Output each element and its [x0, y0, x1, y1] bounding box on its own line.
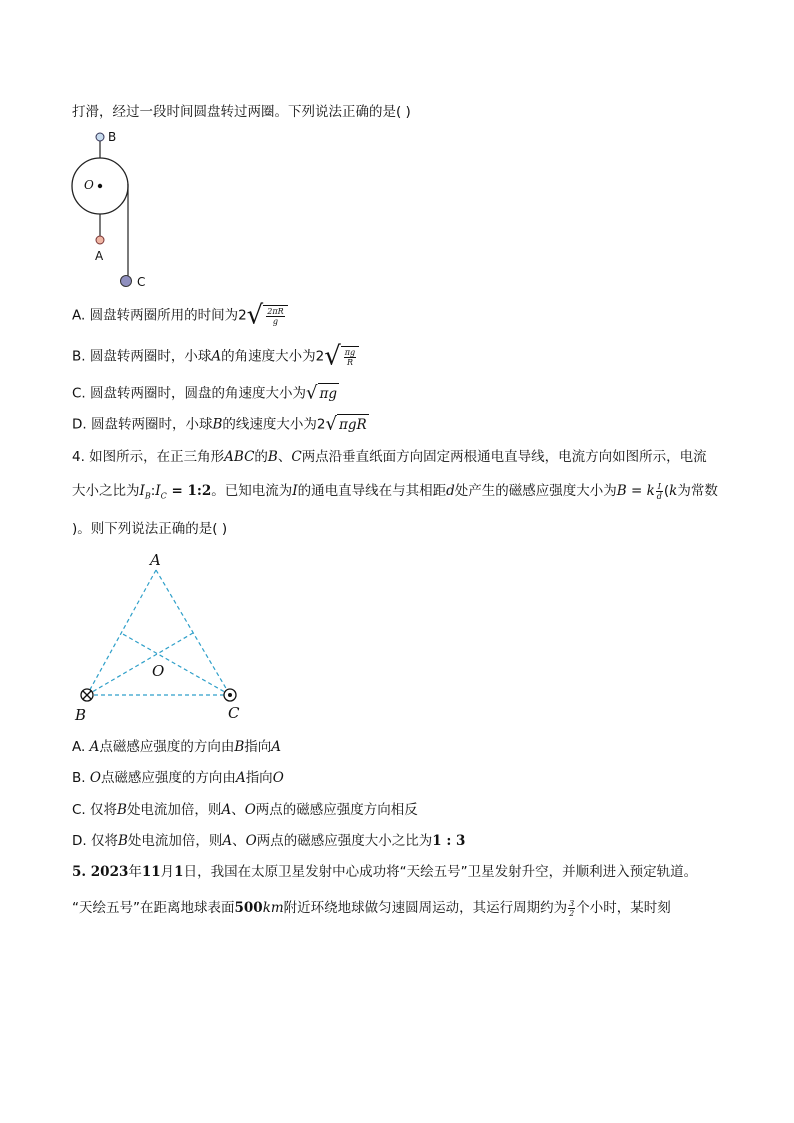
label-a: A: [95, 249, 104, 263]
pulley-figure: [60, 126, 170, 296]
ball-a: [96, 236, 104, 244]
label-b: B: [75, 706, 87, 724]
median-c: [121, 633, 230, 695]
option-a[interactable]: A. 圆盘转两圈所用的时间为2√ $\frac{2\pi R}{g}$: [72, 305, 288, 326]
edge-ab: [87, 570, 156, 695]
edge-ac: [156, 570, 230, 695]
q4-stem-line3: )。则下列说法正确的是( ): [72, 521, 228, 537]
current-out-of-page-icon: [224, 689, 236, 701]
label-b: B: [108, 130, 117, 144]
ball-c: [121, 276, 132, 287]
label-c: C: [137, 275, 146, 289]
q4-stem-line2: 大小之比为$I_B:I_C$ = 1:2。已知电流为I的通电直导线在与其相距d处产生的磁感应强度大小为B = k $\frac{I}{d}$ (k为常数: [72, 481, 718, 501]
q4-stem-line1: 4. 如图所示，在正三角形ABC的B、C两点沿垂直纸面方向固定两根通电直导线，电流方向如图所示，电流: [72, 449, 707, 465]
triangle-figure: [68, 548, 258, 728]
q4-option-b[interactable]: B. O点磁感应强度的方向由A指向O: [72, 770, 284, 786]
option-c[interactable]: C. 圆盘转两圈时，圆盘的角速度大小为√ πg: [72, 382, 338, 404]
disk-center: [98, 184, 102, 188]
label-a: A: [150, 551, 161, 569]
q5-stem-line1: 5. 2023年11月1日，我国在太原卫星发射中心成功将“天绘五号”卫星发射升空，并顺利进入预定轨道。: [72, 864, 698, 880]
ball-b: [96, 133, 104, 141]
option-b[interactable]: B. 圆盘转两圈时，小球A的角速度大小为2√ $\frac{\pi g}{R}$: [72, 346, 359, 367]
option-d[interactable]: D. 圆盘转两圈时，小球B的线速度大小为2√ πgR: [72, 413, 367, 435]
label-o: O: [152, 662, 165, 680]
label-o: O: [84, 178, 94, 192]
median-b: [87, 633, 193, 695]
q4-option-d[interactable]: D. 仅将B处电流加倍，则A、O两点的磁感应强度大小之比为1 : 3: [72, 833, 466, 849]
q5-stem-line2: “天绘五号”在距离地球表面500km附近环绕地球做匀速圆周运动，其运行周期约为 $\frac{3}{2}$ 个小时，某时刻: [72, 898, 671, 918]
q4-option-c[interactable]: C. 仅将B处电流加倍，则A、O两点的磁感应强度方向相反: [72, 802, 418, 818]
q4-option-a[interactable]: A. A点磁感应强度的方向由B指向A: [72, 739, 282, 755]
question-stem-continuation: 打滑，经过一段时间圆盘转过两圈。下列说法正确的是( ): [72, 104, 411, 120]
current-into-page-icon: [81, 689, 93, 701]
label-c: C: [228, 704, 240, 722]
